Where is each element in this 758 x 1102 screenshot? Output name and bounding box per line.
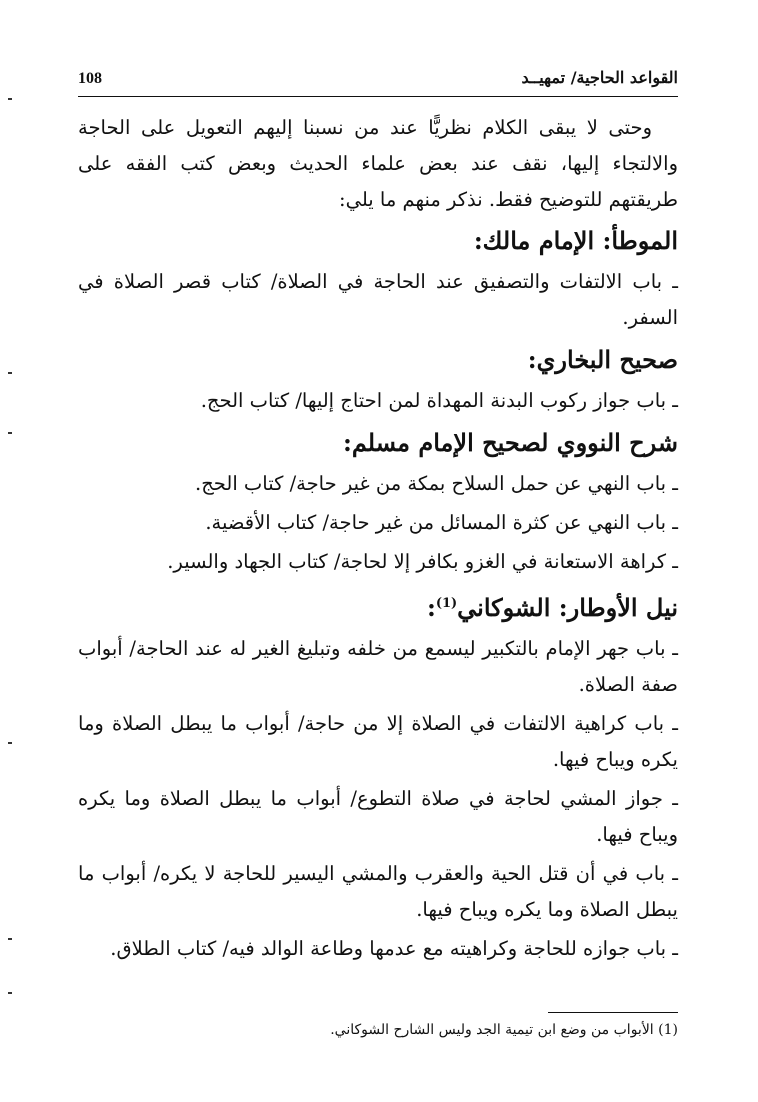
scan-mark bbox=[8, 992, 12, 994]
list-item: ـ باب في أن قتل الحية والعقرب والمشي اليسير للحاجة لا يكره/ أبواب ما يبطل الصلاة وما يكره ويباح فيها. bbox=[78, 862, 678, 921]
page-number: 108 bbox=[78, 70, 102, 87]
scan-mark bbox=[8, 432, 12, 434]
section-heading: الموطأ: الإمام مالك: bbox=[473, 226, 678, 255]
list-item: ـ باب الالتفات والتصفيق عند الحاجة في الصلاة/ كتاب قصر الصلاة في السفر. bbox=[78, 270, 678, 329]
list-item: ـ باب جهر الإمام بالتكبير ليسمع من خلفه وتبليغ الغير له عند الحاجة/ أبواب صفة الصلاة. bbox=[78, 637, 678, 696]
scan-mark bbox=[8, 742, 12, 744]
footnote: (1) الأبواب من وضع ابن تيمية الجد وليس الشارح الشوكاني. bbox=[330, 1022, 678, 1038]
footnote-marker[interactable]: (1) bbox=[435, 596, 458, 611]
section-heading: شرح النووي لصحيح الإمام مسلم: bbox=[342, 428, 678, 457]
section-heading-colon: : bbox=[426, 593, 436, 622]
list-item: ـ كراهة الاستعانة في الغزو بكافر إلا لحاجة/ كتاب الجهاد والسير. bbox=[167, 550, 678, 573]
intro-paragraph: وحتى لا يبقى الكلام نظريًّا عند من نسبنا إليهم التعويل على الحاجة والالتجاء إليها، نقف عند بعض علماء الحديث وبعض كتب الفقه على طريقتهم للتوضيح فقط. نذكر منهم ما يلي: bbox=[78, 116, 678, 211]
list-item: ـ جواز المشي لحاجة في صلاة التطوع/ أبواب ما يبطل الصلاة وما يكره ويباح فيها. bbox=[78, 787, 678, 846]
section-heading-text: نيل الأوطار: الشوكاني bbox=[457, 593, 678, 622]
list-item: ـ باب كراهية الالتفات في الصلاة إلا من حاجة/ أبواب ما يبطل الصلاة وما يكره ويباح فيها. bbox=[78, 712, 678, 771]
section-nayl-al-awtar bbox=[78, 583, 678, 967]
scan-mark bbox=[8, 98, 12, 100]
running-title: القواعد الحاجية/ تمهيــد bbox=[521, 68, 678, 87]
scan-mark bbox=[8, 372, 12, 374]
page-header bbox=[78, 66, 678, 97]
section-muwatta bbox=[78, 220, 678, 336]
section-nawawi bbox=[78, 422, 678, 580]
list-item: ـ باب جواز ركوب البدنة المهداة لمن احتاج إليها/ كتاب الحج. bbox=[200, 389, 678, 412]
list-item: ـ باب النهي عن كثرة المسائل من غير حاجة/ كتاب الأقضية. bbox=[205, 511, 678, 534]
section-bukhari bbox=[78, 339, 678, 419]
scan-mark bbox=[8, 938, 12, 940]
list-item: ـ باب جوازه للحاجة وكراهيته مع عدمها وطاعة الوالد فيه/ كتاب الطلاق. bbox=[110, 937, 678, 960]
section-heading: صحيح البخاري: bbox=[527, 345, 678, 374]
section-heading bbox=[78, 583, 678, 629]
list-item: ـ باب النهي عن حمل السلاح بمكة من غير حاجة/ كتاب الحج. bbox=[195, 472, 678, 495]
footnote-divider bbox=[548, 1012, 678, 1013]
page-body bbox=[78, 110, 678, 970]
